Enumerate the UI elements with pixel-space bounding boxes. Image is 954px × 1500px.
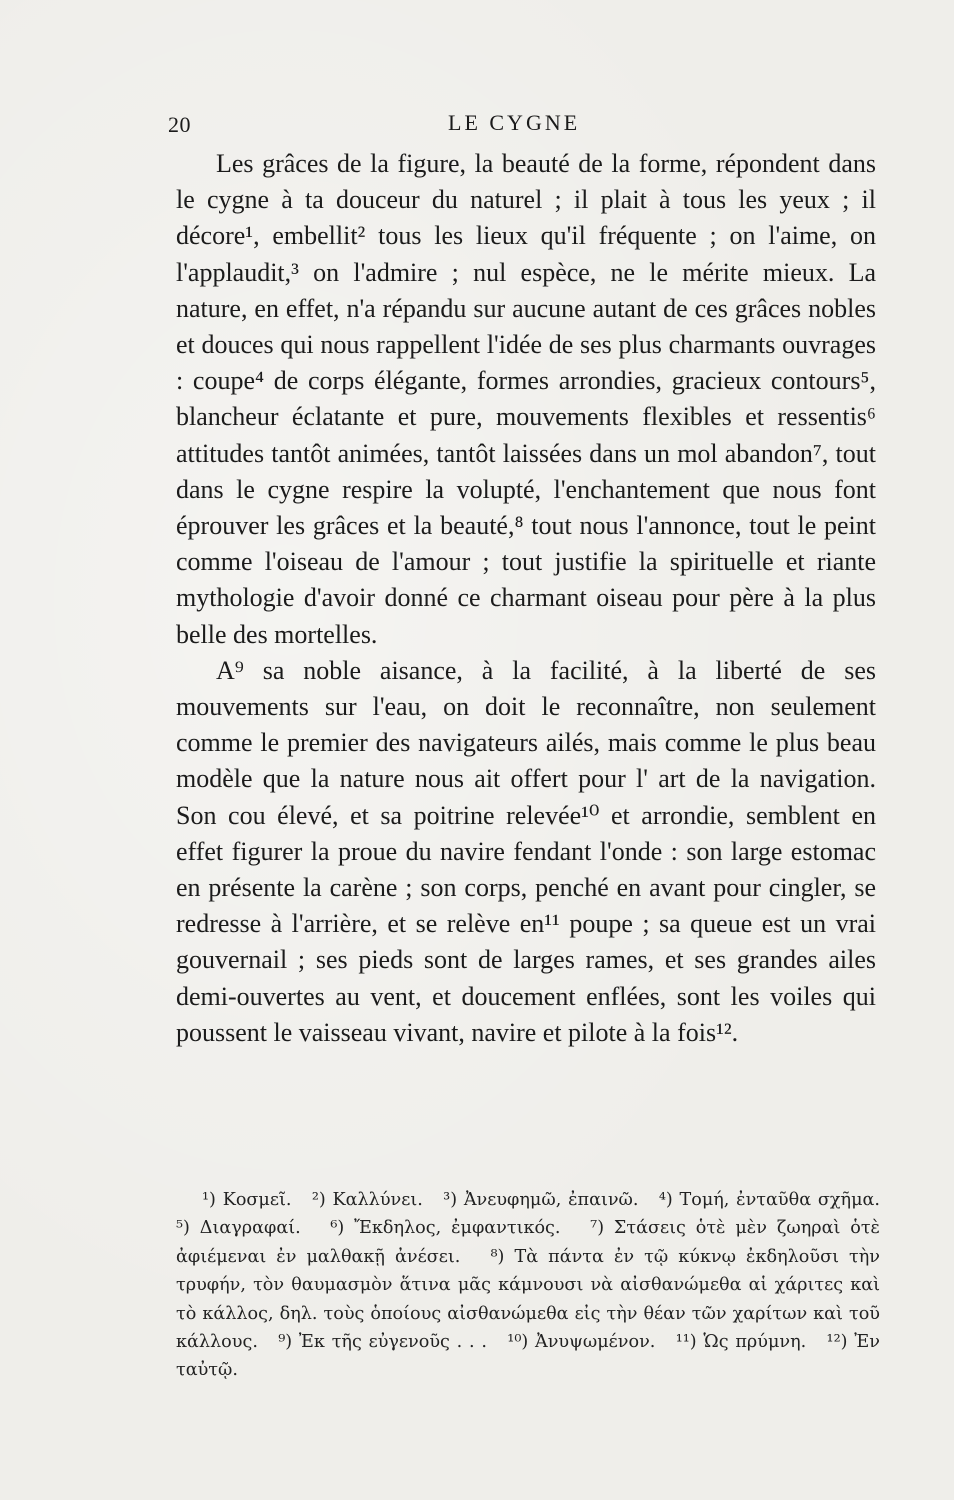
footnote-block [176, 1186, 880, 1385]
paragraph-1: Les grâces de la figure, la beauté de la forme, répondent dans le cygne à ta douceur du naturel ; il plait à tous les yeux ; il décore¹, embellit² tous les lieux qu'il fréquente ; on l'aime, on l'applaudit,³ on l'admire ; nul espèce, ne le mérite mieux. La nature, en effet, n'a répandu sur aucune autant de ces grâces nobles et douces qui nous rappellent l'idée de ses plus charmants ouvrages : coupe⁴ de corps élégante, formes arrondies, gracieux contours⁵, blancheur éclatante et pure, mouvements flexibles et ressentis⁶ attitudes tantôt animées, tantôt laissées dans un mol abandon⁷, tout dans le cygne respire la volupté, l'enchantement que nous font éprouver les grâces et la beauté,⁸ tout nous l'annonce, tout le peint comme l'oiseau de l'amour ; tout justifie la spirituelle et riante mythologie d'avoir donné ce charmant oiseau pour père à la plus belle des mortelles. [176, 149, 876, 649]
footnote-12: ¹²) Ἐν ταὐτῷ. [176, 1332, 880, 1381]
paragraph-2: A⁹ sa noble aisance, à la facilité, à la liberté de ses mouvements sur l'eau, on doit le reconnaître, non seulement comme le premier des navigateurs ailés, mais comme le plus beau modèle que la nature nous ait offert pour l' art de la navigation. Son cou élevé, et sa poitrine relevée¹⁰ et arrondie, semblent en effet figurer la proue du navire fendant l'onde : son large estomac en présente la carène ; son corps, penché en avant pour cingler, se redresse à l'arrière, et se relève en¹¹ poupe ; sa queue est un vrai gouvernail ; ses pieds sont de larges rames, et ses grandes ailes demi-ouvertes au vent, et doucement enflées, sont les voiles qui poussent le vaisseau vivant, navire et pilote à la fois¹². [176, 655, 876, 1047]
footnote-1: ¹) Κοσμεῖ. [202, 1190, 292, 1210]
footnote-8: ⁸) Τὰ πάντα ἐν τῷ κύκνῳ ἐκδηλοῦσι τὴν τρυφήν, τὸν θαυμασμὸν ἅτινα μᾶς κάμνουσι νὰ αἰσθανώμεθα αἱ χάριτες καὶ τὸ κάλλος, δηλ. τοὺς ὁποίους αἰσθανώμεθα εἰς τὴν θέαν τῶν χαρίτων καὶ τοῦ κάλλους. [176, 1246, 880, 1353]
page-number: 20 [168, 112, 191, 137]
footnote-2: ²) Καλλύνει. [311, 1190, 423, 1210]
footnote-4: ⁴) Τομή, ἐνταῦθα σχῆμα. [658, 1190, 880, 1210]
footnote-7: ⁷) Στάσεις ὁτὲ μὲν ζωηραὶ ὁτὲ ἀφιέμεναι ἐν μαλθακῇ ἀνέσει. [176, 1218, 881, 1267]
footnote-9: ⁹) Ἐκ τῆς εὐγενοῦς . . . [278, 1332, 487, 1353]
page-header-title: LE CYGNE [448, 110, 581, 135]
footnote-10: ¹⁰) Ἀνυψωμένον. [507, 1332, 656, 1353]
running-head [168, 108, 876, 142]
footnote-6: ⁶) Ἔκδηλος, ἐμφαντικός. [330, 1218, 561, 1239]
footnote-3: ³) Ἀνευφημῶ, ἐπαινῶ. [443, 1190, 639, 1210]
footnote-5: ⁵) Διαγραφαί. [176, 1218, 301, 1239]
footnote-11: ¹¹) Ὡς πρύμνη. [675, 1332, 807, 1353]
body-text [176, 146, 876, 1051]
footnotes [176, 1186, 880, 1385]
